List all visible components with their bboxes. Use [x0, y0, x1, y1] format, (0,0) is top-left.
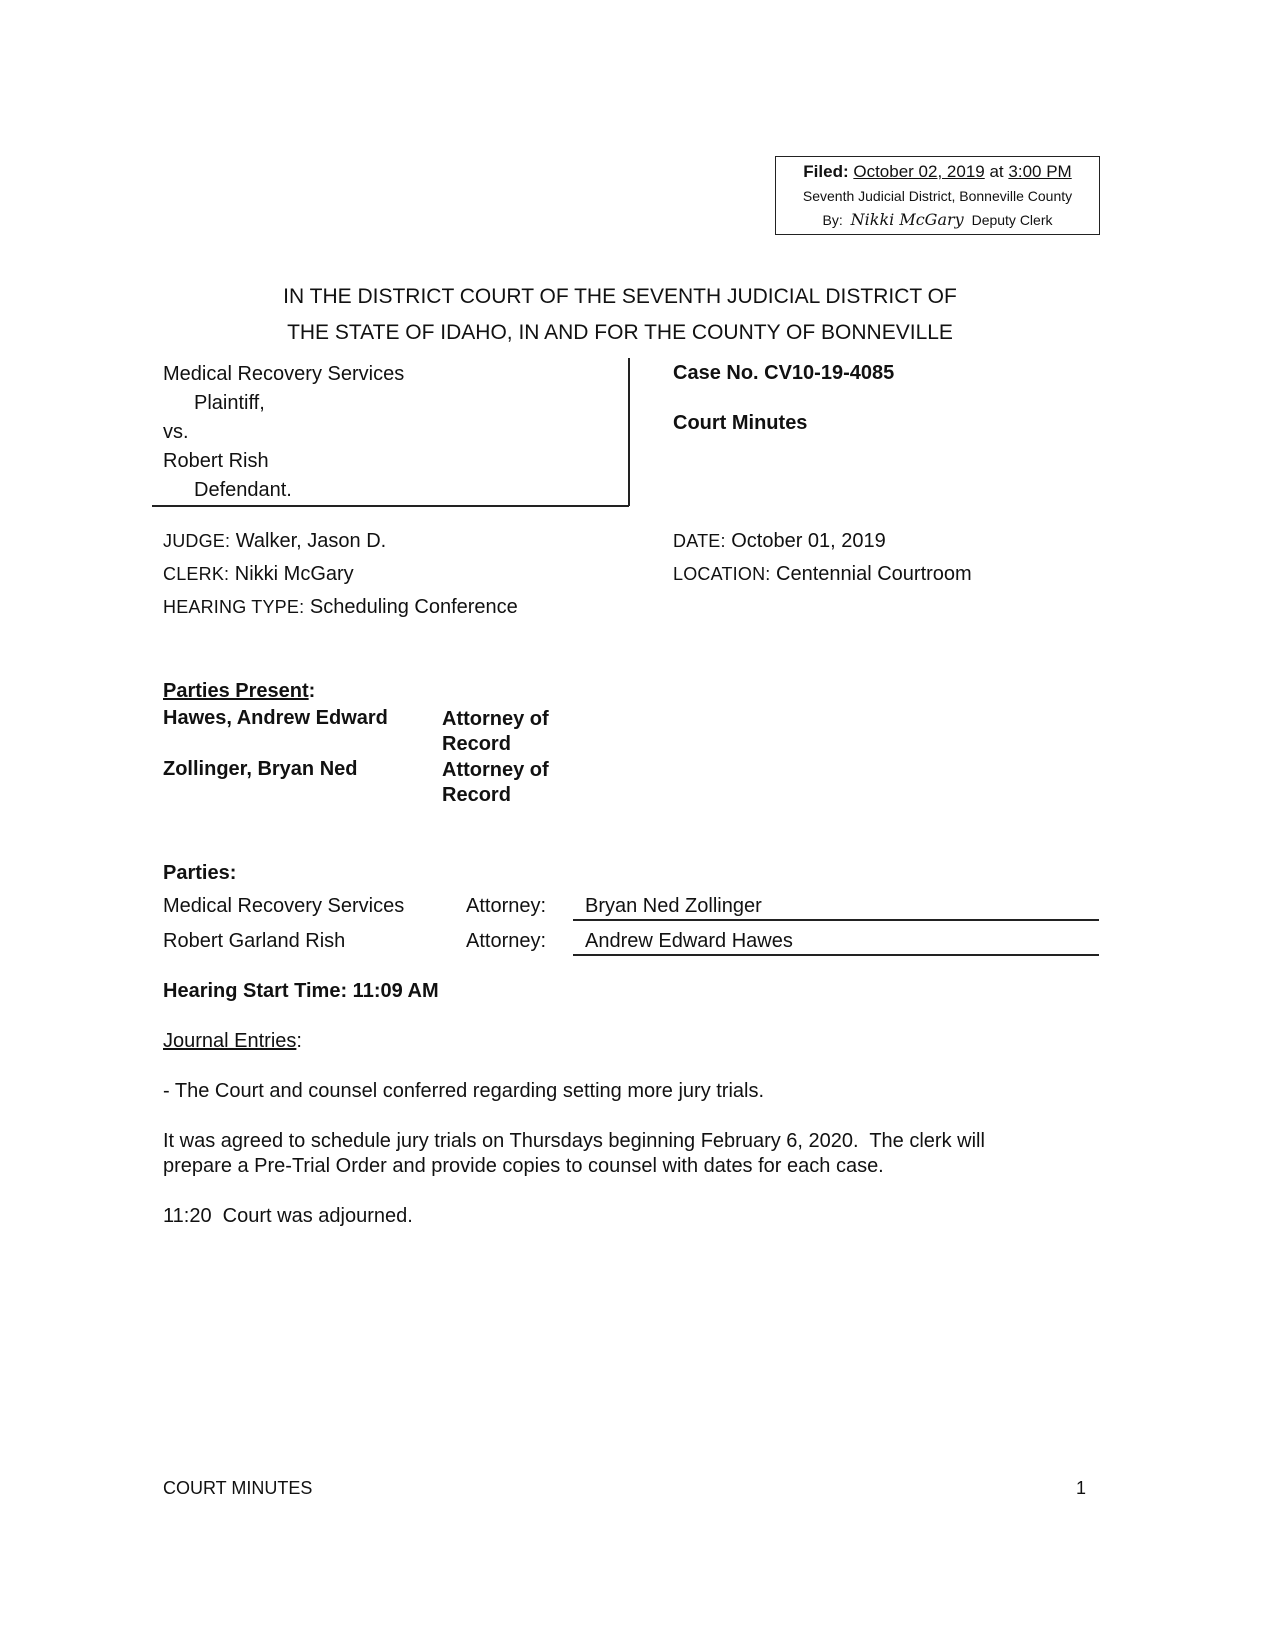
location-line: [673, 563, 972, 586]
caption-divider-vertical: [628, 358, 630, 506]
plaintiff-role: Plaintiff,: [194, 392, 265, 414]
filed-at: at: [989, 162, 1004, 181]
court-header-line1: IN THE DISTRICT COURT OF THE SEVENTH JUDICIAL DISTRICT OF: [283, 285, 957, 308]
hearing-date: October 01, 2019: [731, 530, 886, 552]
defendant-name: Robert Rish: [163, 450, 269, 472]
party-name: Robert Garland Rish: [163, 930, 346, 952]
case-caption-parties: [163, 360, 404, 505]
filed-stamp: [775, 156, 1100, 235]
case-number: Case No. CV10-19-4085: [673, 362, 895, 384]
filed-date: October 02, 2019: [853, 162, 985, 181]
plaintiff-name: Medical Recovery Services: [163, 363, 405, 385]
attorney-name: Andrew Edward Hawes: [585, 930, 793, 952]
parties-present-heading: [163, 680, 315, 703]
clerk-signature: Nikki McGary: [850, 210, 964, 229]
defendant-role: Defendant.: [194, 479, 292, 501]
filed-by-label: By:: [822, 212, 843, 228]
judge-label: JUDGE:: [163, 531, 231, 551]
journal-entry: It was agreed to schedule jury trials on Thursdays beginning February 6, 2020. The clerk will: [163, 1130, 985, 1152]
present-party-name: Zollinger, Bryan Ned: [163, 758, 358, 780]
filed-by-line: [776, 210, 1099, 229]
location: Centennial Courtroom: [776, 563, 972, 585]
journal-heading: [163, 1030, 302, 1053]
present-party-role-line1: Attorney of: [442, 759, 549, 781]
page-number: 1: [1076, 1478, 1087, 1498]
filed-time: 3:00 PM: [1008, 162, 1072, 181]
location-label: LOCATION:: [673, 564, 771, 584]
hearing-type-line: [163, 596, 518, 619]
present-party-role-line2: Record: [442, 784, 511, 806]
clerk-label: CLERK:: [163, 564, 230, 584]
present-party-role-line1: Attorney of: [442, 708, 549, 730]
judge-line: [163, 530, 386, 553]
journal-heading-text: Journal Entries: [163, 1030, 297, 1052]
date-line: [673, 530, 886, 553]
date-label: DATE:: [673, 531, 726, 551]
footer-title: COURT MINUTES: [163, 1478, 313, 1498]
filed-clerk-title: Deputy Clerk: [971, 212, 1053, 228]
document-title: Court Minutes: [673, 412, 808, 434]
versus: vs.: [163, 421, 189, 443]
filed-court: Seventh Judicial District, Bonneville County: [802, 188, 1073, 204]
attorney-name: Bryan Ned Zollinger: [585, 895, 762, 917]
filed-line: [776, 162, 1099, 182]
clerk-name: Nikki McGary: [234, 563, 354, 585]
attorney-label: Attorney:: [466, 895, 547, 917]
journal-entry: prepare a Pre-Trial Order and provide copies to counsel with dates for each case.: [163, 1155, 884, 1177]
attorney-underline: [573, 919, 1099, 921]
journal-entry: 11:20 Court was adjourned.: [163, 1205, 413, 1227]
parties-present-colon: :: [308, 680, 316, 702]
present-party-role-line2: Record: [442, 733, 511, 755]
caption-divider-horizontal: [152, 505, 629, 507]
present-party-role: [442, 758, 549, 808]
journal-entry: - The Court and counsel conferred regarding setting more jury trials.: [163, 1080, 765, 1102]
parties-present-heading-text: Parties Present: [163, 680, 309, 702]
parties-heading: Parties:: [163, 862, 237, 884]
hearing-type-label: HEARING TYPE:: [163, 597, 305, 617]
present-party-name: Hawes, Andrew Edward: [163, 707, 388, 729]
filed-label: Filed:: [803, 162, 849, 181]
attorney-underline: [573, 954, 1099, 956]
journal-heading-colon: :: [296, 1030, 302, 1052]
clerk-line: [163, 563, 354, 586]
party-name: Medical Recovery Services: [163, 895, 405, 917]
present-party-role: [442, 707, 549, 757]
hearing-start-time: Hearing Start Time: 11:09 AM: [163, 980, 439, 1002]
judge-name: Walker, Jason D.: [235, 530, 387, 552]
court-header-line2: THE STATE OF IDAHO, IN AND FOR THE COUNTY OF BONNEVILLE: [287, 321, 953, 344]
attorney-label: Attorney:: [466, 930, 547, 952]
hearing-type: Scheduling Conference: [309, 596, 518, 618]
